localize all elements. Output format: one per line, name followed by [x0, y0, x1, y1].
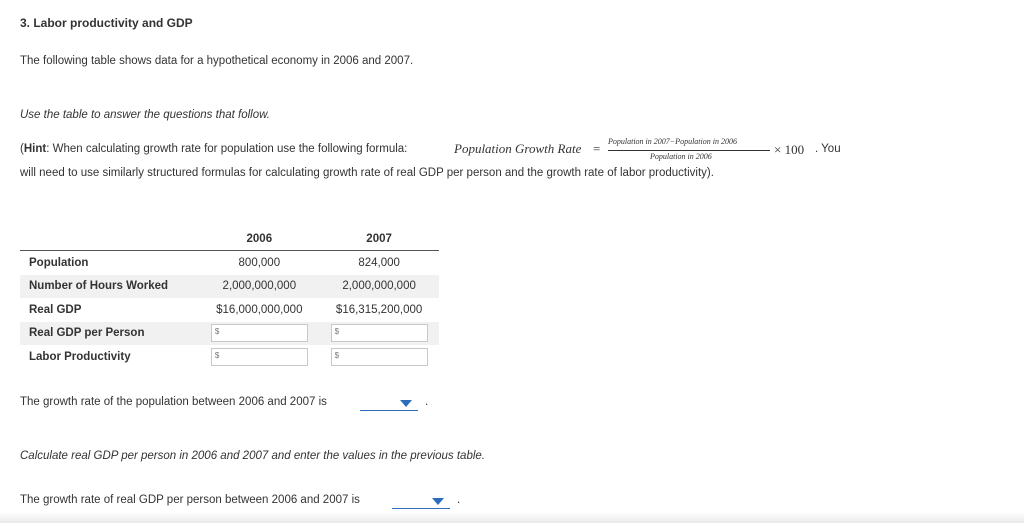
bottom-fade [0, 512, 1024, 523]
use-table-instruction: Use the table to answer the questions that follow. [20, 109, 270, 121]
hint-line-2: will need to use similarly structured formulas for calculating growth rate of real GDP per person and the growth rate of labor productivity). [20, 167, 714, 179]
row-label: Number of Hours Worked [20, 275, 199, 299]
table-header-2007: 2007 [319, 228, 439, 251]
cell-2007: 2,000,000,000 [319, 275, 439, 299]
table-row-hours-worked [20, 275, 439, 299]
labor-productivity-2007-input[interactable] [331, 348, 428, 366]
table-header-blank [20, 228, 199, 251]
table-row-labor-productivity [20, 345, 439, 369]
row-label: Population [29, 256, 89, 269]
currency-symbol: $ [214, 350, 220, 360]
cell-2006: $16,000,000,000 [216, 303, 303, 316]
formula-times-100: × 100 [774, 142, 805, 157]
dropdown-arrow-icon [432, 498, 444, 505]
question-gdp-per-person-growth: The growth rate of real GDP per person between 2006 and 2007 is [20, 494, 360, 506]
table-row-real-gdp [20, 298, 439, 322]
currency-symbol: $ [214, 327, 220, 337]
section-title: 3. Labor productivity and GDP [20, 16, 193, 30]
formula-equals: = [593, 141, 601, 156]
cell-2007: $16,315,200,000 [335, 303, 423, 316]
cell-2007 [319, 345, 439, 369]
gdp-per-person-2007-input[interactable] [331, 324, 428, 342]
table-row-population [20, 251, 439, 275]
row-label: Real GDP per Person [20, 322, 199, 346]
cell-2006 [199, 322, 319, 346]
cell-2007: 824,000 [358, 256, 400, 269]
question-1-period: . [425, 396, 429, 408]
gdp-per-person-growth-dropdown[interactable] [392, 494, 450, 509]
data-table [20, 228, 439, 369]
cell-2007 [319, 322, 439, 346]
table-row-gdp-per-person [20, 322, 439, 346]
currency-symbol: $ [334, 327, 340, 337]
hint-open-paren: ( [20, 143, 24, 155]
hint-line-1 [20, 143, 407, 155]
row-label: Real GDP [29, 303, 82, 316]
gdp-per-person-2006-input[interactable] [211, 324, 308, 342]
cell-2006: 2,000,000,000 [199, 275, 319, 299]
table-header-2006: 2006 [199, 228, 319, 251]
labor-productivity-2006-input[interactable] [211, 348, 308, 366]
formula-denominator: Population in 2006 [650, 152, 712, 161]
hint-after-formula: . You [815, 143, 841, 155]
row-label: Labor Productivity [29, 350, 131, 363]
currency-symbol: $ [334, 350, 340, 360]
dropdown-arrow-icon [400, 400, 412, 407]
intro-text: The following table shows data for a hypothetical economy in 2006 and 2007. [20, 55, 414, 67]
cell-2006 [199, 345, 319, 369]
cell-2006: 800,000 [238, 256, 281, 269]
hint-label: Hint [23, 143, 47, 155]
formula-name: Population Growth Rate [454, 141, 582, 156]
instruction-calc-gdp-per-person: Calculate real GDP per person in 2006 and 2007 and enter the values in the previous table. [20, 450, 485, 462]
fraction-bar [608, 150, 770, 151]
hint-text: : When calculating growth rate for population use the following formula: [46, 143, 408, 155]
question-2-period: . [457, 494, 461, 506]
table-header-row [20, 228, 439, 251]
population-growth-dropdown[interactable] [360, 396, 418, 411]
question-population-growth: The growth rate of the population between 2006 and 2007 is [20, 396, 327, 408]
formula-numerator: Population in 2007−Population in 2006 [608, 137, 737, 146]
